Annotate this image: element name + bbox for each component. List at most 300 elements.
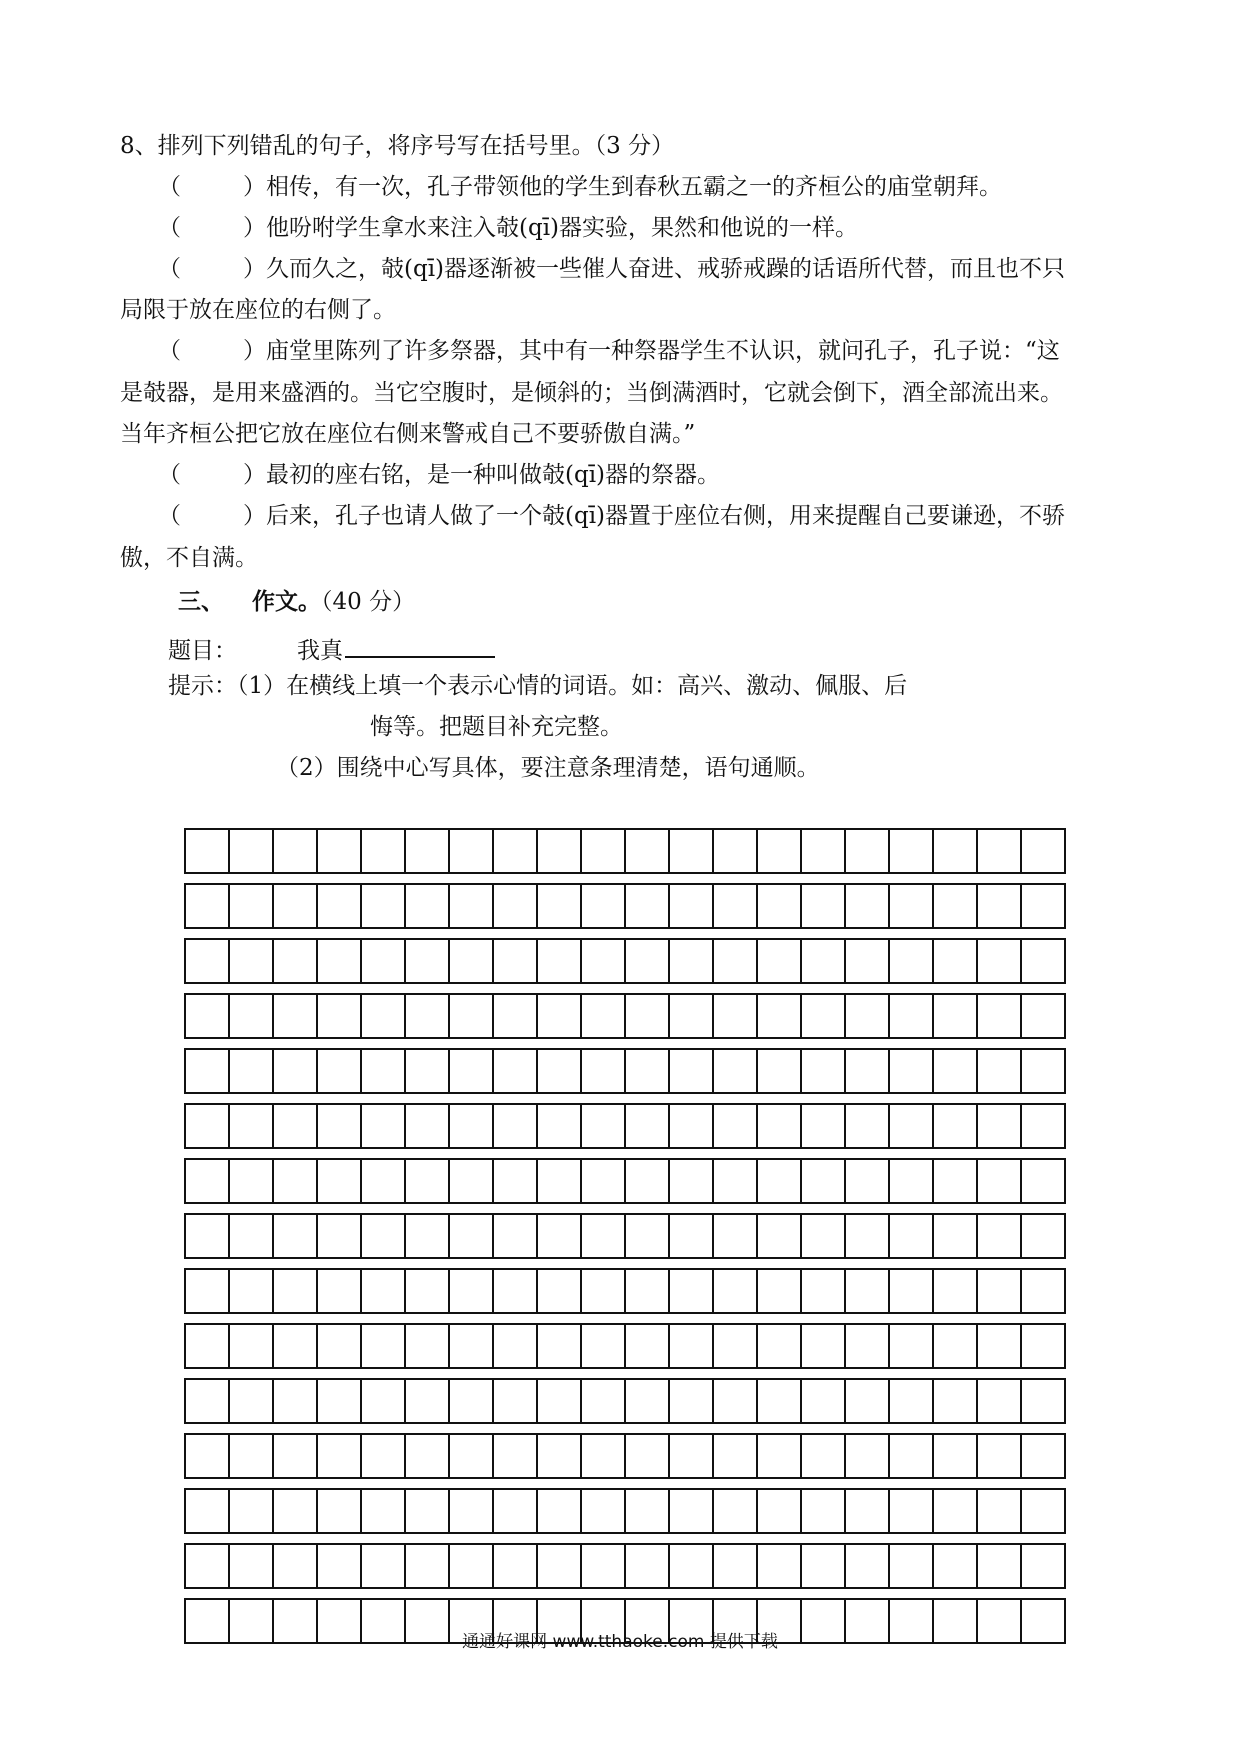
grid-cell[interactable] (846, 1325, 890, 1369)
grid-cell[interactable] (230, 885, 274, 929)
grid-cell[interactable] (274, 940, 318, 984)
grid-cell[interactable] (978, 1490, 1022, 1534)
grid-cell[interactable] (230, 1545, 274, 1589)
grid-cell[interactable] (890, 1105, 934, 1149)
grid-cell[interactable] (406, 1215, 450, 1259)
grid-cell[interactable] (362, 1160, 406, 1204)
grid-cell[interactable] (890, 885, 934, 929)
grid-cell[interactable] (230, 995, 274, 1039)
grid-cell[interactable] (626, 1490, 670, 1534)
grid-cell[interactable] (274, 1545, 318, 1589)
grid-cell[interactable] (362, 1050, 406, 1094)
grid-cell[interactable] (362, 1215, 406, 1259)
grid-cell[interactable] (362, 995, 406, 1039)
grid-cell[interactable] (714, 885, 758, 929)
grid-cell[interactable] (758, 940, 802, 984)
grid-cell[interactable] (494, 1270, 538, 1314)
grid-cell[interactable] (450, 1105, 494, 1149)
grid-cell[interactable] (582, 1270, 626, 1314)
grid-cell[interactable] (230, 1435, 274, 1479)
grid-cell[interactable] (186, 940, 230, 984)
grid-cell[interactable] (274, 1215, 318, 1259)
grid-cell[interactable] (670, 1270, 714, 1314)
grid-cell[interactable] (846, 1545, 890, 1589)
grid-cell[interactable] (890, 1270, 934, 1314)
grid-cell[interactable] (274, 1270, 318, 1314)
grid-cell[interactable] (890, 1050, 934, 1094)
answer-paren[interactable]: （ ） (158, 503, 266, 529)
grid-cell[interactable] (494, 1105, 538, 1149)
grid-cell[interactable] (802, 940, 846, 984)
grid-cell[interactable] (450, 830, 494, 874)
grid-cell[interactable] (670, 1380, 714, 1424)
hint-line-1 (168, 671, 907, 701)
grid-cell[interactable] (406, 1270, 450, 1314)
grid-row (184, 1213, 1066, 1259)
grid-cell[interactable] (978, 1545, 1022, 1589)
grid-cell[interactable] (626, 1270, 670, 1314)
grid-cell[interactable] (318, 940, 362, 984)
grid-cell[interactable] (802, 1325, 846, 1369)
answer-paren[interactable]: （ ） (158, 462, 266, 488)
grid-cell[interactable] (230, 1380, 274, 1424)
grid-cell[interactable] (846, 1105, 890, 1149)
grid-row (184, 1433, 1066, 1479)
grid-cell[interactable] (582, 1380, 626, 1424)
grid-cell[interactable] (934, 1270, 978, 1314)
grid-cell[interactable] (450, 1325, 494, 1369)
grid-cell[interactable] (758, 1545, 802, 1589)
grid-cell[interactable] (758, 1380, 802, 1424)
grid-cell[interactable] (1022, 1545, 1066, 1589)
grid-cell[interactable] (186, 995, 230, 1039)
grid-cell[interactable] (186, 1270, 230, 1314)
grid-cell[interactable] (802, 1435, 846, 1479)
grid-cell[interactable] (802, 1160, 846, 1204)
grid-cell[interactable] (494, 1435, 538, 1479)
grid-cell[interactable] (186, 1545, 230, 1589)
grid-cell[interactable] (714, 1270, 758, 1314)
grid-cell[interactable] (846, 1380, 890, 1424)
grid-cell[interactable] (318, 1105, 362, 1149)
grid-cell[interactable] (978, 1325, 1022, 1369)
grid-cell[interactable] (846, 1490, 890, 1534)
grid-cell[interactable] (318, 1380, 362, 1424)
grid-cell[interactable] (362, 1435, 406, 1479)
grid-cell[interactable] (318, 1490, 362, 1534)
grid-cell[interactable] (186, 1325, 230, 1369)
grid-cell[interactable] (186, 1160, 230, 1204)
grid-cell[interactable] (538, 940, 582, 984)
grid-cell[interactable] (494, 1160, 538, 1204)
grid-cell[interactable] (538, 995, 582, 1039)
grid-cell[interactable] (450, 1490, 494, 1534)
grid-cell[interactable] (714, 995, 758, 1039)
grid-cell[interactable] (1022, 940, 1066, 984)
grid-cell[interactable] (186, 830, 230, 874)
grid-cell[interactable] (846, 1050, 890, 1094)
grid-cell[interactable] (186, 1380, 230, 1424)
grid-cell[interactable] (626, 1215, 670, 1259)
grid-cell[interactable] (230, 1325, 274, 1369)
grid-cell[interactable] (450, 1050, 494, 1094)
grid-cell[interactable] (186, 1435, 230, 1479)
grid-cell[interactable] (318, 1270, 362, 1314)
grid-cell[interactable] (494, 1545, 538, 1589)
grid-cell[interactable] (714, 1380, 758, 1424)
grid-cell[interactable] (758, 1270, 802, 1314)
grid-cell[interactable] (802, 1545, 846, 1589)
grid-cell[interactable] (186, 1490, 230, 1534)
grid-cell[interactable] (626, 1105, 670, 1149)
grid-cell[interactable] (714, 1215, 758, 1259)
grid-cell[interactable] (978, 1160, 1022, 1204)
grid-cell[interactable] (406, 1490, 450, 1534)
grid-cell[interactable] (450, 995, 494, 1039)
grid-cell[interactable] (714, 1325, 758, 1369)
grid-cell[interactable] (978, 1270, 1022, 1314)
grid-cell[interactable] (626, 830, 670, 874)
grid-cell[interactable] (362, 1545, 406, 1589)
grid-cell[interactable] (626, 940, 670, 984)
grid-cell[interactable] (670, 830, 714, 874)
grid-cell[interactable] (1022, 1215, 1066, 1259)
grid-cell[interactable] (362, 1325, 406, 1369)
grid-cell[interactable] (450, 1545, 494, 1589)
grid-cell[interactable] (978, 995, 1022, 1039)
grid-cell[interactable] (802, 885, 846, 929)
hint-line-1-cont: 悔等。把题目补充完整。 (370, 714, 623, 740)
grid-cell[interactable] (186, 1050, 230, 1094)
grid-cell[interactable] (450, 1435, 494, 1479)
sentence-item-1: （ ）相传，有一次，孔子带领他的学生到春秋五霸之一的齐桓公的庙堂朝拜。 (158, 174, 1002, 200)
grid-cell[interactable] (230, 1105, 274, 1149)
grid-cell[interactable] (978, 940, 1022, 984)
grid-cell[interactable] (406, 1160, 450, 1204)
grid-row (184, 993, 1066, 1039)
grid-cell[interactable] (318, 1325, 362, 1369)
grid-cell[interactable] (714, 1160, 758, 1204)
grid-cell[interactable] (318, 830, 362, 874)
grid-cell[interactable] (274, 1380, 318, 1424)
grid-cell[interactable] (186, 885, 230, 929)
grid-cell[interactable] (582, 1215, 626, 1259)
grid-cell[interactable] (890, 940, 934, 984)
grid-cell[interactable] (186, 1215, 230, 1259)
grid-cell[interactable] (230, 1160, 274, 1204)
grid-cell[interactable] (494, 1380, 538, 1424)
grid-cell[interactable] (538, 1435, 582, 1479)
grid-cell[interactable] (934, 995, 978, 1039)
grid-cell[interactable] (450, 1270, 494, 1314)
grid-cell[interactable] (670, 1490, 714, 1534)
sentence-item-4-cont: 是攲器，是用来盛酒的。当它空腹时，是倾斜的；当倒满酒时，它就会倒下，酒全部流出来。 (120, 380, 1063, 406)
grid-cell[interactable] (494, 1050, 538, 1094)
grid-cell[interactable] (802, 1380, 846, 1424)
grid-cell[interactable] (582, 1160, 626, 1204)
grid-cell[interactable] (1022, 1270, 1066, 1314)
grid-cell[interactable] (934, 830, 978, 874)
grid-row (184, 1103, 1066, 1149)
grid-cell[interactable] (538, 885, 582, 929)
grid-cell[interactable] (670, 995, 714, 1039)
grid-cell[interactable] (318, 995, 362, 1039)
grid-cell[interactable] (318, 1545, 362, 1589)
grid-cell[interactable] (538, 1050, 582, 1094)
grid-cell[interactable] (890, 1325, 934, 1369)
grid-cell[interactable] (318, 1435, 362, 1479)
grid-cell[interactable] (670, 1325, 714, 1369)
grid-cell[interactable] (230, 1270, 274, 1314)
grid-cell[interactable] (670, 1545, 714, 1589)
grid-cell[interactable] (582, 995, 626, 1039)
grid-cell[interactable] (758, 1215, 802, 1259)
grid-cell[interactable] (758, 1050, 802, 1094)
grid-cell[interactable] (978, 1435, 1022, 1479)
grid-cell[interactable] (846, 995, 890, 1039)
grid-cell[interactable] (538, 1380, 582, 1424)
grid-cell[interactable] (362, 1380, 406, 1424)
grid-cell[interactable] (362, 1270, 406, 1314)
grid-cell[interactable] (978, 885, 1022, 929)
grid-cell[interactable] (1022, 1105, 1066, 1149)
grid-cell[interactable] (1022, 830, 1066, 874)
answer-paren[interactable]: （ ） (158, 256, 266, 282)
grid-cell[interactable] (538, 1270, 582, 1314)
grid-cell[interactable] (1022, 995, 1066, 1039)
grid-cell[interactable] (846, 1435, 890, 1479)
grid-cell[interactable] (802, 1490, 846, 1534)
grid-cell[interactable] (582, 1105, 626, 1149)
grid-cell[interactable] (1022, 1050, 1066, 1094)
topic-blank[interactable] (345, 630, 495, 658)
grid-cell[interactable] (582, 940, 626, 984)
grid-cell[interactable] (714, 1545, 758, 1589)
grid-cell[interactable] (934, 1215, 978, 1259)
grid-cell[interactable] (274, 1435, 318, 1479)
grid-cell[interactable] (1022, 1380, 1066, 1424)
grid-cell[interactable] (714, 1050, 758, 1094)
grid-cell[interactable] (934, 1050, 978, 1094)
grid-cell[interactable] (890, 1490, 934, 1534)
grid-cell[interactable] (802, 1215, 846, 1259)
grid-cell[interactable] (714, 1490, 758, 1534)
grid-cell[interactable] (274, 1050, 318, 1094)
sentence-item-2: （ ）他吩咐学生拿水来注入攲(qī)器实验，果然和他说的一样。 (158, 215, 859, 241)
grid-cell[interactable] (890, 1380, 934, 1424)
grid-cell[interactable] (318, 1160, 362, 1204)
grid-cell[interactable] (714, 1105, 758, 1149)
sentence-item-4-cont2: 当年齐桓公把它放在座位右侧来警戒自己不要骄傲自满。” (120, 421, 696, 447)
grid-cell[interactable] (494, 830, 538, 874)
grid-cell[interactable] (450, 940, 494, 984)
grid-cell[interactable] (758, 830, 802, 874)
grid-cell[interactable] (934, 1160, 978, 1204)
grid-cell[interactable] (890, 1545, 934, 1589)
grid-cell[interactable] (274, 1160, 318, 1204)
grid-cell[interactable] (670, 1105, 714, 1149)
grid-cell[interactable] (978, 1380, 1022, 1424)
grid-cell[interactable] (758, 1105, 802, 1149)
grid-cell[interactable] (362, 1490, 406, 1534)
grid-cell[interactable] (670, 1050, 714, 1094)
grid-cell[interactable] (230, 1215, 274, 1259)
grid-cell[interactable] (670, 1215, 714, 1259)
grid-row (184, 1158, 1066, 1204)
grid-cell[interactable] (362, 885, 406, 929)
grid-cell[interactable] (626, 1325, 670, 1369)
grid-cell[interactable] (1022, 1160, 1066, 1204)
grid-cell[interactable] (626, 885, 670, 929)
grid-cell[interactable] (186, 1105, 230, 1149)
grid-cell[interactable] (538, 1545, 582, 1589)
grid-cell[interactable] (758, 995, 802, 1039)
grid-cell[interactable] (934, 1490, 978, 1534)
grid-cell[interactable] (230, 1490, 274, 1534)
grid-cell[interactable] (538, 1105, 582, 1149)
grid-cell[interactable] (494, 1215, 538, 1259)
grid-cell[interactable] (1022, 1325, 1066, 1369)
grid-cell[interactable] (978, 830, 1022, 874)
sentence-item-3: （ ）久而久之，攲(qī)器逐渐被一些催人奋进、戒骄戒躁的话语所代替，而且也不只 (158, 256, 1066, 282)
grid-cell[interactable] (670, 1435, 714, 1479)
grid-cell[interactable] (230, 940, 274, 984)
answer-paren[interactable]: （ ） (158, 338, 266, 364)
grid-cell[interactable] (978, 1215, 1022, 1259)
grid-cell[interactable] (802, 995, 846, 1039)
grid-cell[interactable] (362, 1105, 406, 1149)
grid-cell[interactable] (890, 1160, 934, 1204)
grid-cell[interactable] (626, 1050, 670, 1094)
grid-cell[interactable] (1022, 885, 1066, 929)
grid-cell[interactable] (714, 940, 758, 984)
grid-cell[interactable] (406, 1380, 450, 1424)
grid-cell[interactable] (670, 940, 714, 984)
grid-cell[interactable] (538, 1160, 582, 1204)
grid-cell[interactable] (758, 1435, 802, 1479)
grid-cell[interactable] (934, 1325, 978, 1369)
grid-cell[interactable] (934, 1545, 978, 1589)
grid-cell[interactable] (846, 940, 890, 984)
grid-cell[interactable] (846, 1270, 890, 1314)
grid-cell[interactable] (582, 830, 626, 874)
grid-cell[interactable] (758, 885, 802, 929)
grid-cell[interactable] (318, 1215, 362, 1259)
grid-cell[interactable] (626, 1380, 670, 1424)
grid-cell[interactable] (670, 885, 714, 929)
grid-cell[interactable] (670, 1160, 714, 1204)
grid-cell[interactable] (362, 830, 406, 874)
grid-cell[interactable] (758, 1490, 802, 1534)
grid-cell[interactable] (538, 1325, 582, 1369)
grid-cell[interactable] (450, 1160, 494, 1204)
grid-cell[interactable] (582, 1435, 626, 1479)
grid-cell[interactable] (494, 995, 538, 1039)
grid-cell[interactable] (802, 1270, 846, 1314)
grid-cell[interactable] (406, 995, 450, 1039)
grid-cell[interactable] (846, 885, 890, 929)
grid-cell[interactable] (274, 1105, 318, 1149)
grid-cell[interactable] (582, 885, 626, 929)
grid-cell[interactable] (274, 995, 318, 1039)
grid-cell[interactable] (934, 940, 978, 984)
grid-cell[interactable] (494, 940, 538, 984)
grid-cell[interactable] (890, 995, 934, 1039)
grid-cell[interactable] (802, 830, 846, 874)
grid-cell[interactable] (846, 830, 890, 874)
grid-cell[interactable] (934, 885, 978, 929)
grid-cell[interactable] (626, 1545, 670, 1589)
grid-cell[interactable] (890, 1435, 934, 1479)
grid-cell[interactable] (450, 1380, 494, 1424)
grid-cell[interactable] (406, 940, 450, 984)
grid-cell[interactable] (450, 885, 494, 929)
grid-cell[interactable] (274, 1325, 318, 1369)
grid-cell[interactable] (406, 885, 450, 929)
grid-cell[interactable] (582, 1325, 626, 1369)
grid-cell[interactable] (406, 1545, 450, 1589)
grid-cell[interactable] (758, 1160, 802, 1204)
grid-cell[interactable] (1022, 1435, 1066, 1479)
answer-paren[interactable]: （ ） (158, 174, 266, 200)
composition-grid[interactable] (184, 828, 1066, 1644)
grid-cell[interactable] (274, 885, 318, 929)
grid-cell[interactable] (274, 830, 318, 874)
grid-cell[interactable] (230, 1050, 274, 1094)
grid-cell[interactable] (934, 1105, 978, 1149)
grid-cell[interactable] (802, 1105, 846, 1149)
grid-cell[interactable] (538, 1490, 582, 1534)
grid-cell[interactable] (362, 940, 406, 984)
grid-cell[interactable] (890, 830, 934, 874)
grid-cell[interactable] (538, 1215, 582, 1259)
grid-cell[interactable] (406, 830, 450, 874)
grid-cell[interactable] (318, 1050, 362, 1094)
grid-cell[interactable] (758, 1325, 802, 1369)
grid-cell[interactable] (406, 1050, 450, 1094)
grid-cell[interactable] (494, 1325, 538, 1369)
grid-cell[interactable] (406, 1325, 450, 1369)
grid-cell[interactable] (406, 1105, 450, 1149)
grid-cell[interactable] (538, 830, 582, 874)
grid-cell[interactable] (714, 830, 758, 874)
grid-cell[interactable] (890, 1215, 934, 1259)
grid-cell[interactable] (406, 1435, 450, 1479)
grid-cell[interactable] (230, 830, 274, 874)
grid-cell[interactable] (318, 885, 362, 929)
answer-paren[interactable]: （ ） (158, 215, 266, 241)
grid-cell[interactable] (582, 1050, 626, 1094)
grid-cell[interactable] (582, 1490, 626, 1534)
grid-cell[interactable] (274, 1490, 318, 1534)
grid-cell[interactable] (626, 1160, 670, 1204)
grid-cell[interactable] (846, 1215, 890, 1259)
grid-cell[interactable] (802, 1050, 846, 1094)
grid-cell[interactable] (978, 1105, 1022, 1149)
grid-cell[interactable] (582, 1545, 626, 1589)
grid-cell[interactable] (494, 885, 538, 929)
grid-cell[interactable] (934, 1380, 978, 1424)
grid-cell[interactable] (450, 1215, 494, 1259)
grid-cell[interactable] (494, 1490, 538, 1534)
grid-cell[interactable] (934, 1435, 978, 1479)
grid-cell[interactable] (978, 1050, 1022, 1094)
grid-cell[interactable] (846, 1160, 890, 1204)
grid-cell[interactable] (714, 1435, 758, 1479)
grid-cell[interactable] (1022, 1490, 1066, 1534)
grid-cell[interactable] (626, 995, 670, 1039)
grid-cell[interactable] (626, 1435, 670, 1479)
